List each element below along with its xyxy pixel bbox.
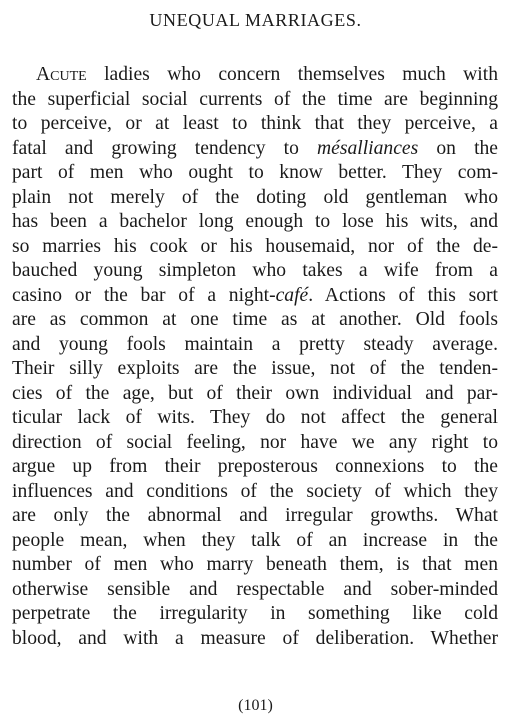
- text-line: Their silly exploits are the issue, not of the tenden-: [12, 358, 498, 379]
- text-line: people mean, when they talk of an increase in the: [12, 529, 498, 551]
- text-line: to perceive, or at least to think that they perceive, a: [12, 113, 498, 134]
- text-line: Acute ladies who concern themselves much with: [36, 64, 498, 85]
- text-line: blood, and with a measure of deliberation. Whether: [12, 627, 498, 649]
- text-line: are as common at one time as at another. Old fools: [12, 309, 498, 330]
- text-line: so marries his cook or his housemaid, nor of the de-: [12, 235, 498, 257]
- text-line: fatal and growing tendency to mésalliances on the: [12, 137, 499, 159]
- text-line: the superficial social currents of the time are beginning: [12, 88, 498, 110]
- text-line: otherwise sensible and respectable and sober-minded: [12, 578, 498, 600]
- text-line: and young fools maintain a pretty steady average.: [12, 333, 498, 355]
- page-number: (101): [238, 697, 273, 714]
- text-line: ticular lack of wits. They do not affect the general: [12, 407, 498, 428]
- text-line: part of men who ought to know better. They com-: [12, 162, 498, 183]
- text-line: argue up from their preposterous connexions to the: [12, 456, 498, 477]
- lead-word: Acute: [36, 64, 87, 85]
- text-line: influences and conditions of the society of which they: [12, 480, 498, 502]
- body-paragraph: [12, 63, 498, 651]
- text-line: bauched young simpleton who takes a wife from a: [12, 260, 498, 281]
- italic-term: café: [275, 284, 309, 306]
- text-line: casino or the bar of a night-café. Actions of this sort: [12, 284, 499, 306]
- chapter-title: UNEQUAL MARRIAGES.: [149, 10, 362, 30]
- text-line: direction of social feeling, nor have we any right to: [12, 431, 498, 453]
- italic-term: mésalliances: [317, 137, 419, 159]
- text-line: cies of the age, but of their own individual and par-: [12, 382, 498, 404]
- text-line: has been a bachelor long enough to lose his wits, and: [12, 211, 498, 232]
- text-line: number of men who marry beneath them, is that men: [12, 554, 498, 575]
- text-line: are only the abnormal and irregular growths. What: [12, 505, 498, 526]
- text-line: plain not merely of the doting old gentleman who: [12, 186, 498, 208]
- text-line: perpetrate the irregularity in something like cold: [12, 603, 498, 624]
